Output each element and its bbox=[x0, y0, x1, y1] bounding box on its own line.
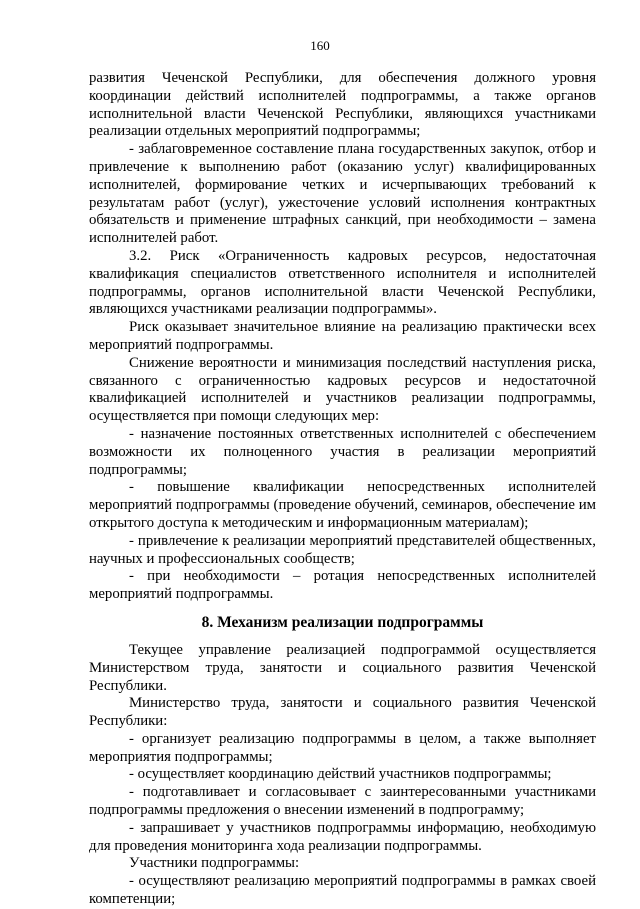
page-body bbox=[89, 70, 596, 909]
list-item: - организует реализацию подпрограммы в целом, а также выполняет мероприятия подпрограммы; bbox=[89, 730, 596, 765]
list-item: - запрашивает у участников подпрограммы информацию, необходимую для проведения мониторинга хода реализации подпрограммы. bbox=[89, 819, 596, 854]
text-block-after bbox=[89, 642, 596, 909]
paragraph: развития Чеченской Республики, для обеспечения должного уровня координации действий исполнителей подпрограммы, а также органов исполнительной власти Чеченской Республики, являющихся участниками реализации отдельных мероприятий подпрограммы; bbox=[89, 70, 596, 140]
text-block-before bbox=[89, 70, 596, 604]
paragraph: - заблаговременное составление плана государственных закупок, отбор и привлечение к выполнению работ (оказанию услуг) квалифицированных исполнителей, формирование четких и исчерпывающих требований к результатам работ (услуг), ужесточение условий исполнения контрактных обязательств и применение штрафных санкций, при необходимости – замена исполнителей работ. bbox=[89, 141, 596, 247]
list-item: - назначение постоянных ответственных исполнителей с обеспечением возможности их полноценного участия в реализации мероприятий подпрограммы; bbox=[89, 425, 596, 478]
list-item: - при необходимости – ротация непосредственных исполнителей мероприятий подпрограммы. bbox=[89, 568, 596, 603]
paragraph: 3.2. Риск «Ограниченность кадровых ресурсов, недостаточная квалификация специалистов ответственного исполнителя и исполнителей подпрограммы, органов исполнительной власти Чеченской Республики, являющихся участниками реализации подпрограммы». bbox=[89, 247, 596, 318]
list-item: - осуществляет координацию действий участников подпрограммы; bbox=[129, 766, 552, 783]
page-number: 160 bbox=[310, 38, 330, 53]
list-item: - привлечение к реализации мероприятий представителей общественных, научных и профессиональных сообществ; bbox=[89, 532, 596, 567]
paragraph: Снижение вероятности и минимизация последствий наступления риска, связанного с ограниченностью кадровых ресурсов и недостаточной квалификацией исполнителей и участников реализации подпрограммы, осуществляется при помощи следующих мер: bbox=[89, 354, 596, 425]
list-item: - повышение квалификации непосредственных исполнителей мероприятий подпрограммы (проведение обучений, семинаров, обеспечение им открытого доступа к методическим и информационным материалам); bbox=[89, 479, 596, 531]
paragraph: Текущее управление реализацией подпрограммой осуществляется Министерством труда, занятости и социального развития Чеченской Республики. bbox=[89, 641, 596, 694]
paragraph: Риск оказывает значительное влияние на реализацию практически всех мероприятий подпрограммы. bbox=[89, 319, 596, 353]
section-heading: 8. Механизм реализации подпрограммы bbox=[201, 613, 484, 631]
paragraph: Министерство труда, занятости и социального развития Чеченской Республики: bbox=[89, 695, 596, 730]
list-item: - подготавливает и согласовывает с заинтересованными участниками подпрограммы предложения о внесении изменений в подпрограмму; bbox=[89, 784, 596, 819]
list-item: - осуществляют реализацию мероприятий подпрограммы в рамках своей компетенции; bbox=[89, 873, 596, 908]
paragraph: Участники подпрограммы: bbox=[129, 855, 300, 872]
